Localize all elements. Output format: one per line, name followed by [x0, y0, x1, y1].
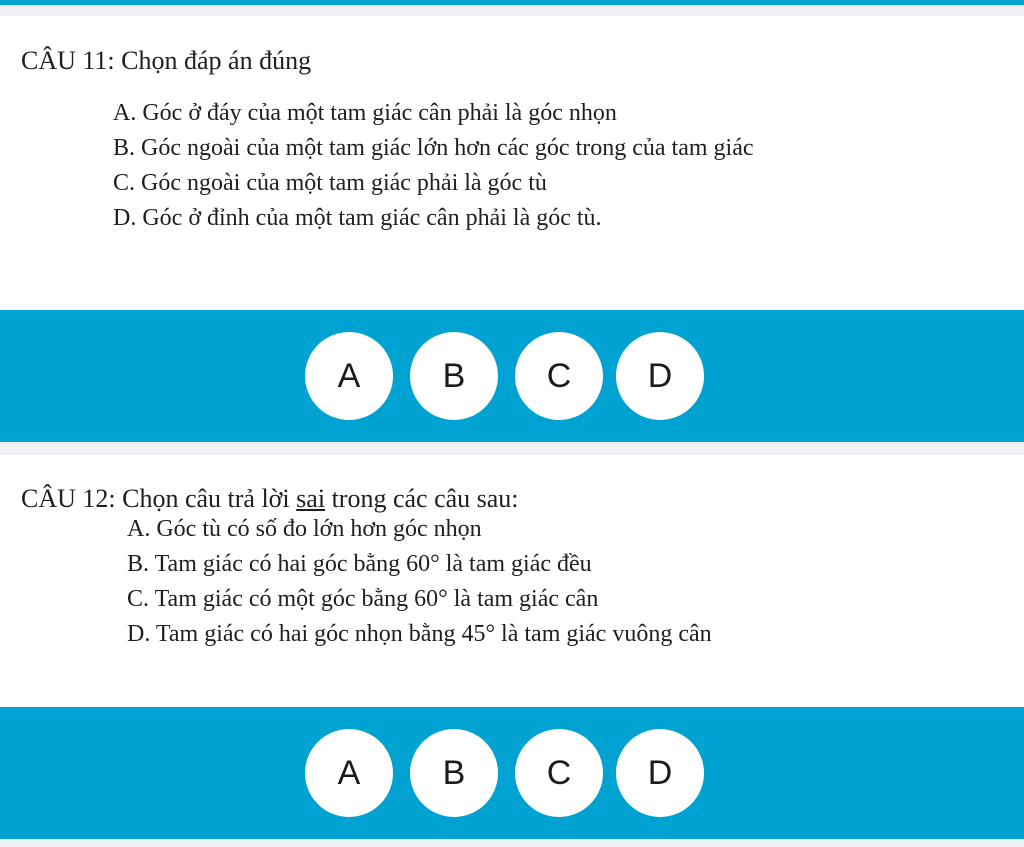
question-12-answer-a-button[interactable]: A: [305, 729, 393, 817]
question-12-answer-b-button[interactable]: B: [410, 729, 498, 817]
question-11-answer-d-button[interactable]: D: [616, 332, 704, 420]
question-12-title: [21, 484, 519, 514]
question-11-option-c: C. Góc ngoài của một tam giác phải là góc tù: [113, 170, 547, 196]
question-12-title-emphasis: sai: [296, 484, 326, 513]
question-12-title-suffix: trong các câu sau:: [325, 484, 519, 513]
question-11-answer-b-button[interactable]: B: [410, 332, 498, 420]
question-12-title-prefix: CÂU 12: Chọn câu trả lời: [21, 484, 297, 513]
question-12-options: [127, 512, 712, 652]
question-11-card: [0, 16, 1024, 310]
question-12-answer-d-button[interactable]: D: [616, 729, 704, 817]
question-12-answer-bar: [0, 707, 1024, 839]
question-11-answer-c-button[interactable]: C: [515, 332, 603, 420]
question-11-title: CÂU 11: Chọn đáp án đúng: [21, 46, 312, 75]
question-11-options: [113, 96, 754, 236]
question-12-option-d: D. Tam giác có hai góc nhọn bằng 45° là tam giác vuông cân: [127, 621, 712, 647]
top-accent-strip: [0, 0, 1024, 5]
question-12-option-c: C. Tam giác có một góc bằng 60° là tam giác cân: [127, 586, 599, 612]
question-12-option-a: A. Góc tù có số đo lớn hơn góc nhọn: [127, 516, 482, 542]
question-12-answer-c-button[interactable]: C: [515, 729, 603, 817]
question-12-option-b: B. Tam giác có hai góc bằng 60° là tam giác đều: [127, 551, 592, 577]
question-11-answer-bar: [0, 310, 1024, 442]
question-11-answer-a-button[interactable]: A: [305, 332, 393, 420]
question-11-option-d: D. Góc ở đỉnh của một tam giác cân phải là góc tù.: [113, 205, 602, 231]
question-12-card: [0, 455, 1024, 707]
question-11-option-b: B. Góc ngoài của một tam giác lớn hơn các góc trong của tam giác: [113, 135, 754, 161]
question-11-option-a: A. Góc ở đáy của một tam giác cân phải là góc nhọn: [113, 100, 617, 126]
